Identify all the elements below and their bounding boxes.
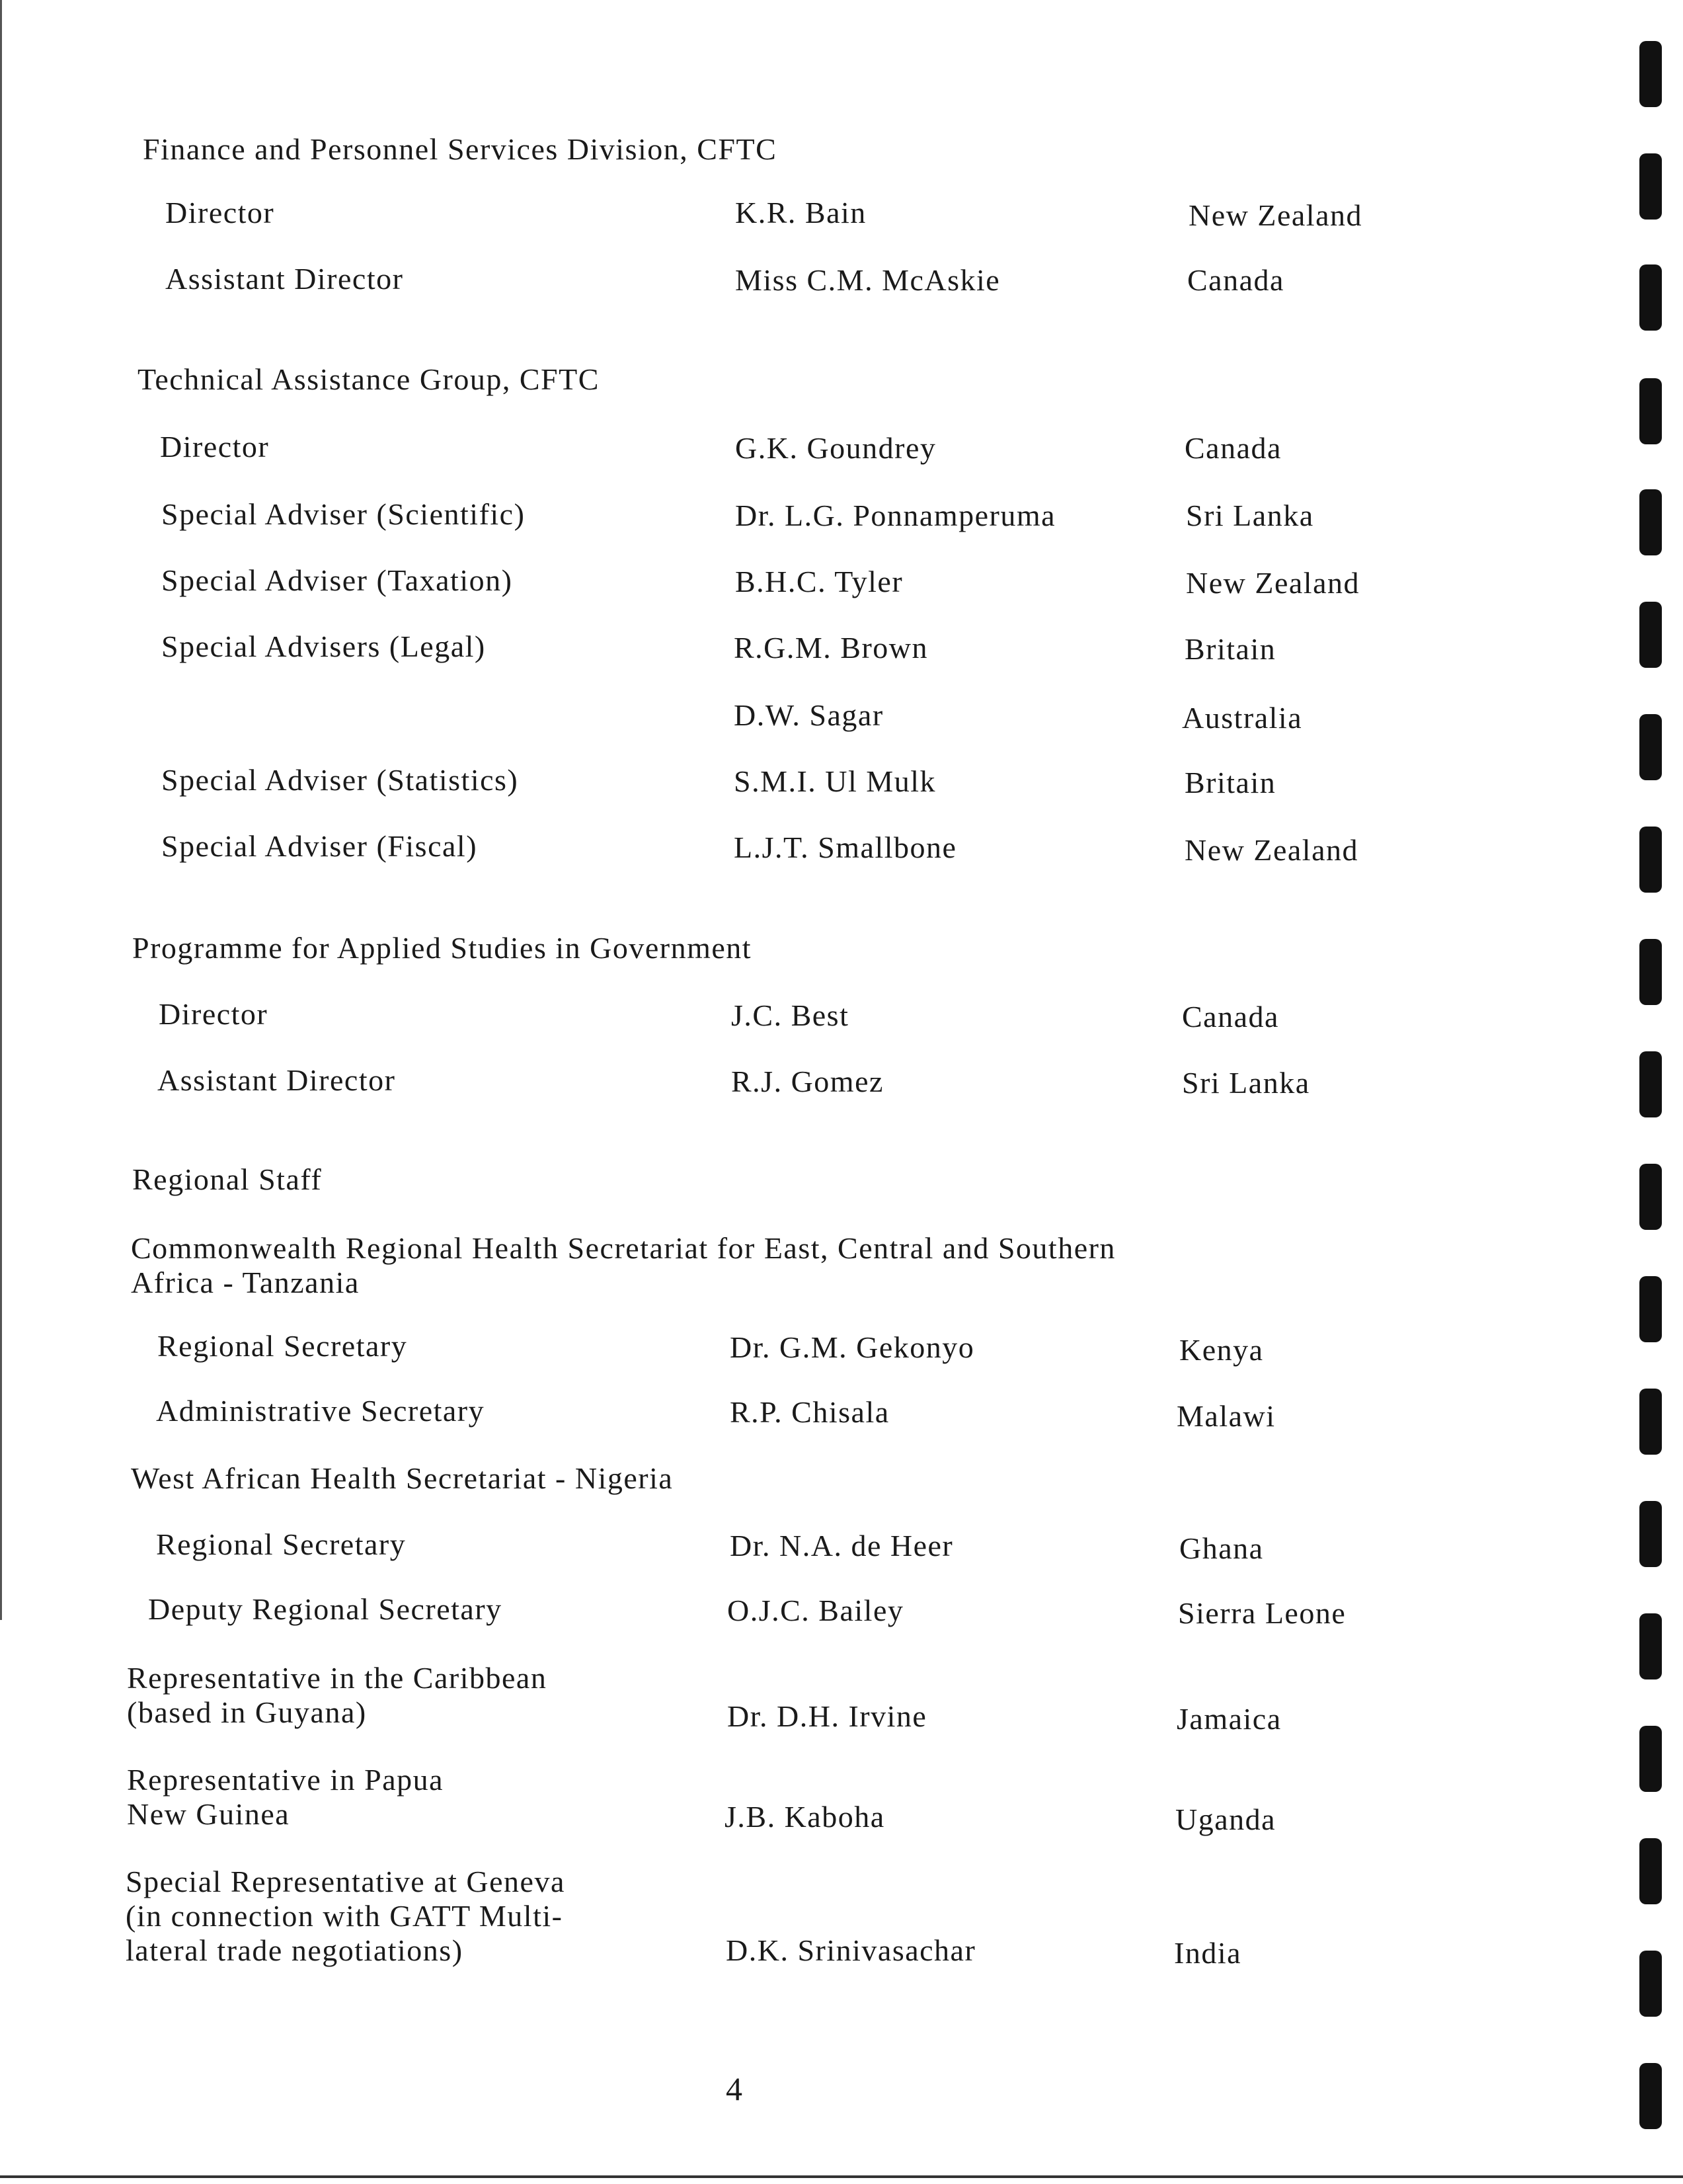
row-name: K.R. Bain	[735, 196, 867, 229]
row-name: Dr. N.A. de Heer	[730, 1529, 954, 1562]
row-title: Special Adviser (Statistics)	[161, 763, 519, 797]
row-country: Jamaica	[1177, 1702, 1282, 1736]
row-country: Sri Lanka	[1182, 1066, 1310, 1100]
row-name: Dr. D.H. Irvine	[727, 1699, 927, 1733]
row-title: Special Advisers (Legal)	[161, 629, 486, 663]
binding-hole-mark	[1639, 1613, 1662, 1679]
section-heading-commonwealth-health: Commonwealth Regional Health Secretariat for East, Central and Southern Africa - Tanzania	[131, 1231, 1116, 1299]
row-title: Special Adviser (Fiscal)	[161, 829, 478, 863]
row-country: New Zealand	[1185, 833, 1358, 867]
row-country: Australia	[1182, 701, 1303, 735]
row-name: J.B. Kaboha	[724, 1800, 885, 1834]
row-country: Canada	[1182, 1000, 1279, 1033]
binding-hole-mark	[1639, 2063, 1662, 2129]
row-country: Kenya	[1179, 1333, 1264, 1367]
binding-hole-mark	[1639, 41, 1662, 107]
binding-hole-mark	[1639, 1501, 1662, 1567]
row-title: Regional Secretary	[156, 1527, 407, 1561]
row-country: Sri Lanka	[1186, 499, 1314, 532]
row-name: B.H.C. Tyler	[735, 565, 904, 598]
section-heading-regional-staff: Regional Staff	[132, 1162, 323, 1196]
binding-hole-mark	[1639, 153, 1662, 220]
row-title: Special Adviser (Scientific)	[161, 497, 526, 531]
row-name: G.K. Goundrey	[735, 431, 937, 465]
row-country: Uganda	[1175, 1802, 1276, 1836]
binding-hole-mark	[1639, 602, 1662, 668]
row-country: Sierra Leone	[1178, 1596, 1347, 1630]
binding-hole-mark	[1639, 1726, 1662, 1792]
row-country: New Zealand	[1186, 566, 1360, 600]
row-country: Ghana	[1179, 1531, 1264, 1565]
row-title: Assistant Director	[157, 1063, 396, 1097]
row-name: D.W. Sagar	[734, 698, 884, 732]
row-title: Administrative Secretary	[156, 1394, 485, 1428]
row-country: Malawi	[1177, 1399, 1276, 1433]
row-country: India	[1174, 1936, 1242, 1970]
row-country: New Zealand	[1189, 198, 1362, 232]
row-country: Britain	[1185, 632, 1276, 666]
row-name: R.G.M. Brown	[734, 631, 929, 665]
binding-hole-mark	[1639, 1951, 1662, 2017]
binding-hole-mark	[1639, 1164, 1662, 1230]
binding-hole-mark	[1639, 827, 1662, 893]
left-edge-rule	[0, 0, 2, 1620]
binding-hole-mark	[1639, 1276, 1662, 1342]
row-title: Regional Secretary	[157, 1329, 408, 1363]
row-title: Director	[165, 196, 275, 229]
row-country: Canada	[1185, 431, 1282, 465]
binding-hole-mark	[1639, 264, 1662, 331]
binding-hole-mark	[1639, 1389, 1662, 1455]
row-country: Britain	[1185, 766, 1276, 799]
row-name: J.C. Best	[731, 998, 849, 1032]
row-title: Director	[160, 430, 270, 464]
bottom-edge-rule	[0, 2175, 1683, 2178]
section-heading-west-african: West African Health Secretariat - Nigeria	[131, 1461, 674, 1495]
row-name: Dr. L.G. Ponnamperuma	[735, 499, 1056, 532]
row-name: L.J.T. Smallbone	[734, 830, 957, 864]
row-title: Special Representative at Geneva (in connection with GATT Multi- lateral trade negotiations)	[126, 1865, 565, 1967]
row-title: Director	[159, 997, 268, 1031]
row-country: Canada	[1187, 263, 1284, 297]
page-number: 4	[726, 2070, 742, 2107]
row-name: O.J.C. Bailey	[727, 1594, 904, 1627]
section-heading-technical: Technical Assistance Group, CFTC	[137, 362, 600, 396]
row-title: Special Adviser (Taxation)	[161, 563, 513, 597]
binding-hole-mark	[1639, 714, 1662, 780]
binding-hole-mark	[1639, 939, 1662, 1005]
binding-hole-mark	[1639, 489, 1662, 555]
section-heading-programme: Programme for Applied Studies in Government	[132, 931, 752, 965]
row-title: Deputy Regional Secretary	[148, 1592, 502, 1626]
row-title: Representative in the Caribbean (based in Guyana)	[127, 1661, 547, 1729]
binding-hole-mark	[1639, 1838, 1662, 1904]
row-title: Representative in Papua New Guinea	[127, 1763, 444, 1831]
binding-hole-mark	[1639, 378, 1662, 444]
row-title: Assistant Director	[165, 262, 404, 296]
row-name: R.P. Chisala	[730, 1395, 890, 1429]
row-name: S.M.I. Ul Mulk	[734, 764, 936, 798]
row-name: R.J. Gomez	[731, 1065, 884, 1098]
row-name: D.K. Srinivasachar	[726, 1933, 976, 1967]
binding-hole-mark	[1639, 1051, 1662, 1117]
row-name: Dr. G.M. Gekonyo	[730, 1330, 975, 1364]
row-name: Miss C.M. McAskie	[735, 263, 1001, 297]
section-heading-finance: Finance and Personnel Services Division, CFTC	[143, 132, 777, 166]
